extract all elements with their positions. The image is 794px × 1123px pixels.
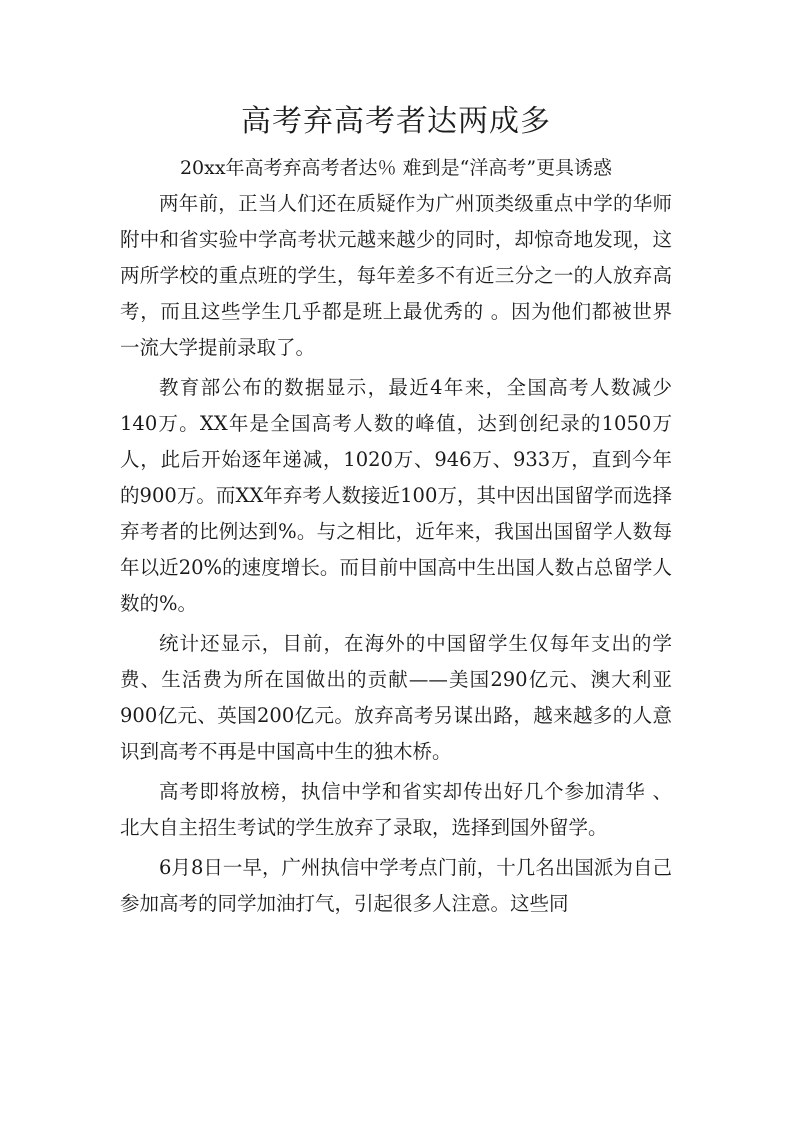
document-title: 高考弃高考者达两成多 [241, 104, 551, 139]
paragraph-1: 两年前，正当人们还在质疑作为广州顶类级重点中学的华师附中和省实验中学高考状元越来越少的同时，却惊奇地发现，这两所学校的重点班的学生，每年差多不有近三分之一的人放弃高考，而且这些学生几乎都是班上最优秀的 。因为他们都被世界一流大学提前录取了。 [120, 192, 672, 359]
paragraph-3: 统计还显示，目前，在海外的中国留学生仅每年支出的学费、生活费为所在国做出的贡献——美国290亿元、澳大利亚900亿元、英国200亿元。放弃高考另谋出路，越来越多的人意识到高考不再是中国高中生的独木桥。 [120, 632, 672, 763]
paragraph-2: 教育部公布的数据显示，最近4年来，全国高考人数减少140万。XX年是全国高考人数的峰值，达到创纪录的1050万人，此后开始逐年递减，1020万、946万、933万，直到今年的900万。而XX年弃考人数接近100万，其中因出国留学而选择弃考者的比例达到%。与之相比，近年来，我国出国留学人数每年以近20%的速度增长。而目前中国高中生出国人数占总留学人数的%。 [120, 376, 672, 615]
document-subtitle: 20xx年高考弃高考者达％ 难到是“洋高考”更具诱惑 [179, 157, 613, 179]
paragraph-5: 6月8日一早，广州执信中学考点门前，十几名出国派为自己参加高考的同学加油打气，引起很多人注意。这些同 [120, 856, 672, 915]
paragraph-4: 高考即将放榜，执信中学和省实却传出好几个参加清华 、北大自主招生考试的学生放弃了录取，选择到国外留学。 [120, 780, 672, 839]
document-body [120, 92, 672, 922]
